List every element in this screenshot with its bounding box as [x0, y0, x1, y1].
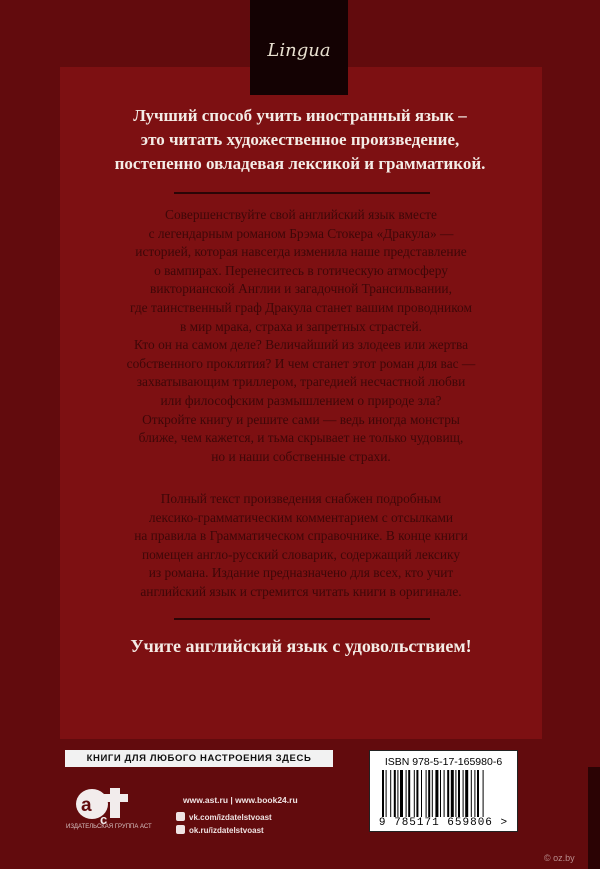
- side-strip: [588, 767, 600, 869]
- divider-top: [174, 192, 430, 194]
- website-links[interactable]: www.ast.ru | www.book24.ru: [183, 795, 298, 805]
- isbn-text: ISBN 978-5-17-165980-6: [384, 756, 503, 768]
- social-link-vk[interactable]: vk.com/izdatelstvoast: [176, 812, 272, 822]
- lingua-logo: Lingua: [267, 40, 331, 61]
- barcode-number: 9 785171 659806 >: [378, 817, 509, 829]
- publisher-name: ИЗДАТЕЛЬСКАЯ ГРУППА АСТ: [66, 824, 152, 830]
- series-logo-tab: [250, 0, 348, 95]
- lead-text: Лучший способ учить иностранный язык – это читать художественное произведение, постепенно овладевая лексикой и грамматикой.: [114, 106, 486, 173]
- call-to-action: Учите английский язык с удовольствием!: [130, 636, 472, 656]
- svg-text:с: с: [100, 812, 108, 827]
- ok-icon: [176, 825, 185, 834]
- svg-text:a: a: [81, 795, 92, 816]
- barcode-icon: [382, 770, 506, 817]
- ast-logo-icon: [70, 780, 158, 830]
- description-paragraph: Совершенствуйте свой английский язык вместе с легендарным романом Брэма Стокера «Дракула» — историей, которая навсегда изменила наше представление о вампирах. Перенеситесь в готическую атмосферу викторианской Англии и загадочной Трансильвании, где таинственный граф Дракула станет вашим проводником в мир мрака, страха и запретных страстей. Кто он на самом деле? Величайший из злодеев или жертва собственного проклятия? И чем станет этот роман для вас — захватывающим триллером, трагедией несчастной любви или философским размышлением о природе зла? Откройте книгу и решите сами — ведь иногда монстры ближе, чем кажется, и тьма скрывает не только чудовищ, но и наши собственные страхи.: [126, 207, 476, 464]
- social-link-ok[interactable]: ok.ru/izdatelstvoast: [176, 825, 264, 835]
- barcode-block: [369, 750, 518, 832]
- edition-paragraph: Полный текст произведения снабжен подробным лексико-грамматическим комментарием с отсылками на правила в Грамматическом справочнике. В конце книги помещен англо-русский словарик, содержащий лексику из романа. Издание предназначено для всех, кто учит английский язык и стремится читать книги в оригинале.: [134, 491, 468, 599]
- divider-bottom: [174, 618, 430, 620]
- publisher-tagline: КНИГИ ДЛЯ ЛЮБОГО НАСТРОЕНИЯ ЗДЕСЬ: [65, 750, 333, 767]
- vk-icon: [176, 812, 185, 821]
- watermark: © oz.by: [544, 853, 575, 863]
